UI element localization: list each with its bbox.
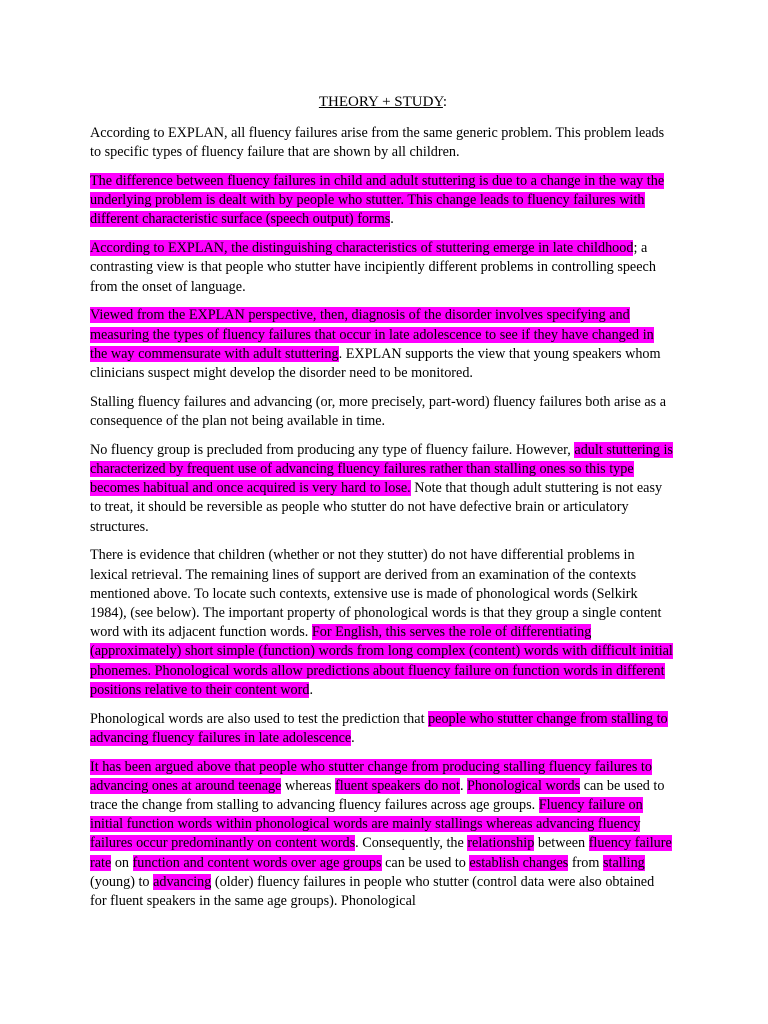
body-text: can be used to trace the change from stalling to advancing fluency failures across age groups. — [90, 777, 665, 814]
document-page — [90, 92, 674, 921]
highlighted-text: Phonological words — [467, 777, 581, 794]
body-text: . EXPLAN supports the view that young speakers whom clinicians suspect might develop the disorder need to be monitored. — [90, 345, 661, 382]
body-text: (older) fluency failures in people who stutter (control data were also obtained for fluent speakers in the same age groups). Phonological — [90, 873, 655, 910]
highlighted-text: fluent speakers do not — [335, 777, 460, 794]
highlighted-text: It has been argued above that people who stutter change from producing stalling fluency failures to advancing ones at around teenage — [90, 758, 652, 794]
body-text: . — [351, 729, 355, 746]
page-title — [90, 92, 674, 112]
highlighted-text: people who stutter change from stalling to advancing fluency failures in late adolescence — [90, 710, 668, 746]
body-text: According to EXPLAN, all fluency failures arise from the same generic problem. This problem leads to specific types of fluency failure that are shown by all children. — [90, 125, 665, 161]
highlighted-text: According to EXPLAN, the distinguishing characteristics of stuttering emerge in late childhood — [90, 240, 634, 257]
body-text: from — [568, 854, 603, 871]
highlighted-text: Fluency failure on initial function words within phonological words are mainly stallings whereas advancing fluency failures occur predominantly on content words — [90, 797, 643, 852]
body-text: . Consequently, the — [355, 835, 468, 852]
body-text: Phonological words are also used to test the prediction that — [90, 710, 429, 727]
highlighted-text: For English, this serves the role of differentiating (approximately) short simple (function) words from long complex (content) words with difficult initial phonemes. Phonological words allow predictions about fluency failure on function words in different positions relative to their content word — [90, 624, 673, 698]
page-title-text: THEORY + STUDY — [318, 94, 443, 110]
body-text: can be used to — [381, 854, 470, 871]
document-body — [90, 124, 674, 911]
paragraph — [90, 172, 674, 230]
highlighted-text: fluency failure rate — [90, 835, 672, 871]
highlighted-text: Viewed from the EXPLAN perspective, then, diagnosis of the disorder involves specifying and measuring the types of fluency failures that occur in late adolescence to see if they have changed in the way commensurate with adult stuttering — [90, 307, 654, 362]
paragraph — [90, 710, 674, 748]
body-text: between — [534, 835, 589, 852]
paragraph — [90, 306, 674, 383]
body-text: . — [309, 681, 314, 698]
highlighted-text: function and content words over age groups — [132, 854, 382, 871]
body-text: Note that though adult stuttering is not easy to treat, it should be reversible as people who stutter do not have defective brain or articulatory structures. — [90, 480, 663, 535]
highlighted-text: The difference between fluency failures in child and adult stuttering is due to a change in the way the underlying problem is dealt with by people who stutter. This change leads to fluency failures with different characteristic surface (speech output) forms — [90, 173, 665, 228]
paragraph — [90, 393, 674, 431]
body-text: There is evidence that children (whether or not they stutter) do not have differential problems in lexical retrieval. The remaining lines of support are derived from an examination of the contexts mentioned above. To locate such contexts, extensive use is made of phonological words (Selkirk 1984), (see below). The important property of phonological words is that they group a single content word with its adjacent function words. — [90, 547, 662, 641]
body-text: whereas — [281, 777, 336, 794]
paragraph — [90, 441, 674, 537]
highlighted-text: advancing — [153, 873, 212, 890]
highlighted-text: stalling — [603, 854, 645, 871]
body-text: (young) to — [90, 873, 154, 890]
body-text: . — [390, 211, 394, 228]
body-text: on — [111, 854, 133, 871]
body-text: Stalling fluency failures and advancing (or, more precisely, part-word) fluency failures both arise as a consequence of the plan not being available in time. — [90, 393, 667, 430]
body-text: No fluency group is precluded from producing any type of fluency failure. However, — [90, 441, 575, 458]
paragraph — [90, 758, 674, 912]
page-title-suffix: : — [442, 94, 448, 110]
highlighted-text: adult stuttering is characterized by frequent use of advancing fluency failures rather than stalling ones so this type becomes habitual and once acquired is very hard to lose. — [90, 441, 673, 497]
body-text: . — [459, 777, 468, 794]
highlighted-text: relationship — [467, 835, 535, 852]
highlighted-text: establish changes — [469, 854, 569, 871]
body-text: ; a contrasting view is that people who stutter have incipiently different problems in controlling speech from the onset of language. — [90, 240, 656, 295]
paragraph — [90, 124, 674, 162]
paragraph — [90, 239, 674, 297]
paragraph — [90, 546, 674, 700]
